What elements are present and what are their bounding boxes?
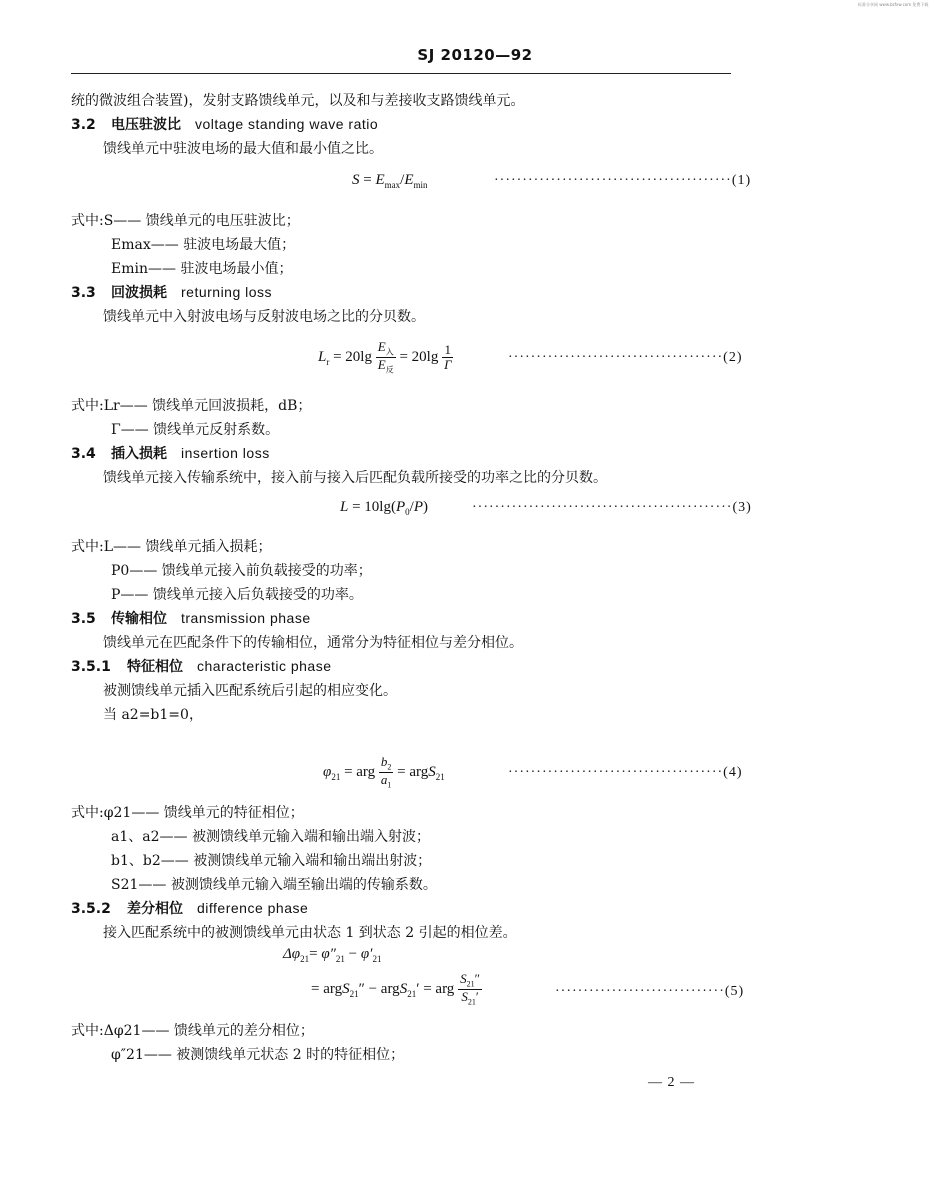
where-line: 式中:Lr—— 馈线单元回波损耗，dB； xyxy=(71,398,312,414)
section-term: 特征相位 xyxy=(127,659,183,675)
where-line: Emin—— 驻波电场最小值； xyxy=(111,261,293,277)
section-3-3-definition: 馈线单元中入射波电场与反射波电场之比的分贝数。 xyxy=(103,309,425,325)
section-number: 3.2 xyxy=(71,117,96,133)
equation-5-line-1: $\Delta\varphi_{21}= \varphi''_{21} - \varphi'_{21}$ xyxy=(283,946,382,964)
section-number: 3.4 xyxy=(71,446,96,462)
where-line: Emax—— 驻波电场最大值； xyxy=(111,237,296,253)
equation-3: $L = 10\lg(P_0/P)$ xyxy=(340,499,428,517)
page-header: SJ 20120—92 xyxy=(417,46,533,64)
equation-4-number: (4) xyxy=(723,765,743,780)
where-line: 式中:L—— 馈线单元插入损耗； xyxy=(71,539,272,555)
equation-5-tag: ······························(5) xyxy=(555,984,745,999)
equation-3-number: (3) xyxy=(732,500,752,515)
where-line: a1、a2—— 被测馈线单元输入端和输出端入射波； xyxy=(111,829,430,845)
section-term: 差分相位 xyxy=(127,901,183,917)
equation-2-number: (2) xyxy=(723,350,743,365)
section-number: 3.3 xyxy=(71,285,96,301)
section-term-en: difference phase xyxy=(197,900,309,916)
where-line: φ″21—— 被测馈线单元状态 2 时的特征相位； xyxy=(111,1047,405,1063)
section-3-5-heading xyxy=(71,608,311,628)
equation-2-tag: ······································(2) xyxy=(508,350,743,365)
section-term: 插入损耗 xyxy=(111,446,167,462)
section-3-4-heading xyxy=(71,443,270,463)
equation-3-tag: ··············································(3) xyxy=(472,500,752,515)
watermark: 标准分享网 www.bzfxw.com 免费下载 xyxy=(858,2,929,7)
section-term-en: returning loss xyxy=(181,284,273,300)
section-3-5-1-heading xyxy=(71,656,332,676)
section-number: 3.5.1 xyxy=(71,659,111,675)
where-line: 式中:Δφ21—— 馈线单元的差分相位； xyxy=(71,1023,314,1039)
section-term-en: characteristic phase xyxy=(197,658,332,674)
section-3-5-2-definition: 接入匹配系统中的被测馈线单元由状态 1 到状态 2 引起的相位差。 xyxy=(103,925,517,941)
where-line: P—— 馈线单元接入后负载接受的功率。 xyxy=(111,587,363,603)
section-term-en: transmission phase xyxy=(181,610,311,626)
equation-5-line-2: = argS$_{21}$″ − argS$_{21}$′ = arg $\frac{S_{21}''}{S_{21}'}$ xyxy=(311,971,480,1007)
section-number: 3.5 xyxy=(71,611,96,627)
equation-1-tag: ··········································(1) xyxy=(494,173,752,188)
where-line: Γ—— 馈线单元反射系数。 xyxy=(111,422,280,438)
page-number: — 2 — xyxy=(648,1075,695,1090)
equation-4: $\varphi_{21}$ = arg $\frac{b_2}{a_1}$ = argS$_{21}$ xyxy=(323,754,445,790)
where-line: S21—— 被测馈线单元输入端至输出端的传输系数。 xyxy=(111,877,437,893)
intro-line: 统的微波组合装置)，发射支路馈线单元，以及和与差接收支路馈线单元。 xyxy=(71,93,525,109)
condition-line: 当 a2=b1=0， xyxy=(103,707,203,723)
section-term-en: voltage standing wave ratio xyxy=(195,116,379,132)
equation-1: $S = E_{max}/E_{min}$ xyxy=(352,172,428,190)
section-term-en: insertion loss xyxy=(181,445,270,461)
section-3-4-definition: 馈线单元接入传输系统中，接入前与接入后匹配负载所接受的功率之比的分贝数。 xyxy=(103,470,607,486)
section-term: 回波损耗 xyxy=(111,285,167,301)
equation-1-number: (1) xyxy=(731,173,752,188)
equation-5-number: (5) xyxy=(724,984,745,999)
where-line: P0—— 馈线单元接入前负载接受的功率； xyxy=(111,563,372,579)
section-number: 3.5.2 xyxy=(71,901,111,917)
section-term: 传输相位 xyxy=(111,611,167,627)
section-3-3-heading xyxy=(71,282,272,302)
where-line: b1、b2—— 被测馈线单元输入端和输出端出射波； xyxy=(111,853,432,869)
section-3-2-definition: 馈线单元中驻波电场的最大值和最小值之比。 xyxy=(103,141,383,157)
section-3-5-2-heading xyxy=(71,898,308,918)
equation-2: $L_r = 20\lg$ $\frac{E_入}{E_反}$ = 20lg $\frac{1}{\Gamma}$ xyxy=(318,339,452,375)
section-term: 电压驻波比 xyxy=(111,117,181,133)
where-line: 式中:S—— 馈线单元的电压驻波比； xyxy=(71,213,300,229)
where-line: 式中:φ21—— 馈线单元的特征相位； xyxy=(71,805,304,821)
section-3-2-heading xyxy=(71,114,378,134)
equation-4-tag: ······································(4) xyxy=(508,765,743,780)
header-rule xyxy=(71,73,731,74)
section-3-5-definition: 馈线单元在匹配条件下的传输相位，通常分为特征相位与差分相位。 xyxy=(103,635,523,651)
section-3-5-1-definition: 被测馈线单元插入匹配系统后引起的相应变化。 xyxy=(103,683,397,699)
